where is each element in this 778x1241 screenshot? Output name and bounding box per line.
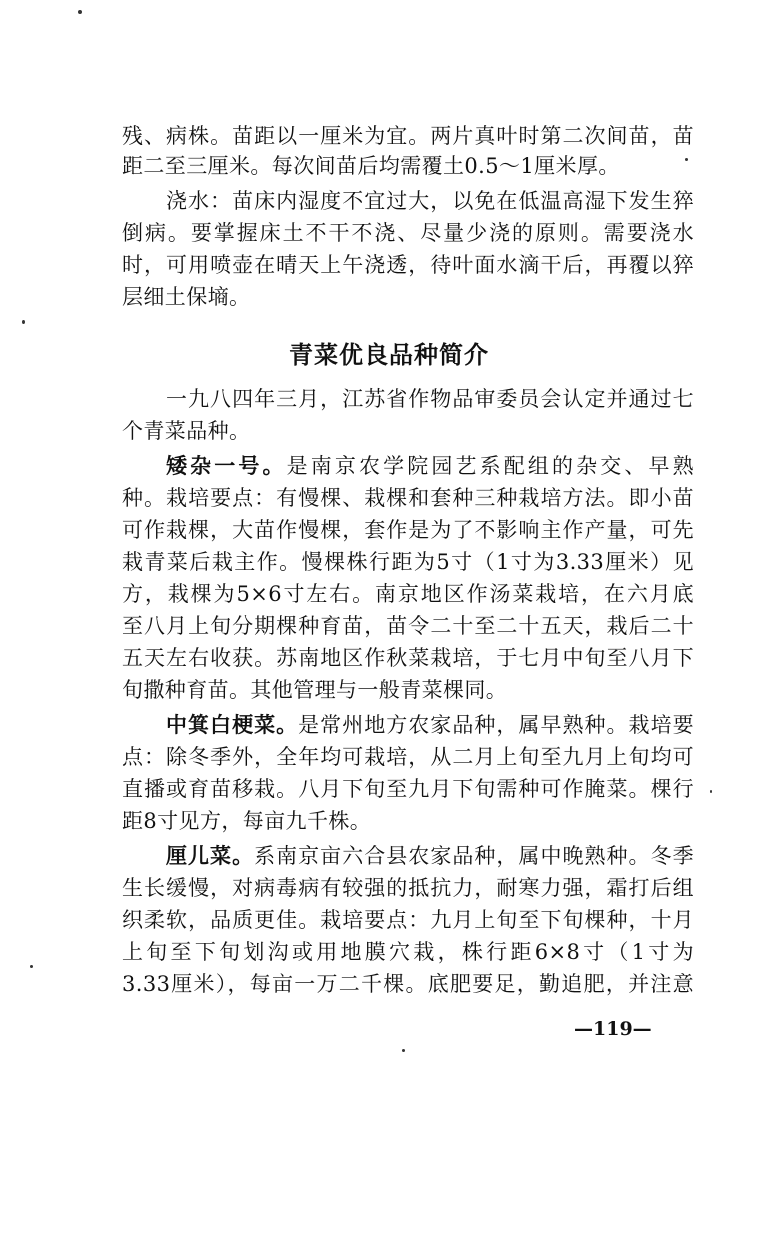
- paragraph-text: 是常州地方农家品种，属早熟种。栽培要: [298, 713, 694, 737]
- text-line: 栽青菜后栽主作。慢棵株行距为5寸（1寸为3.33厘米）见: [122, 550, 694, 574]
- paragraph-text: 是南京农学院园艺系配组的杂交、早熟: [286, 454, 694, 478]
- page-number: —119—: [574, 1018, 652, 1040]
- text-line: 倒病。要掌握床土不干不浇、尽量少浇的原则。需要浇水: [122, 221, 694, 245]
- text-line: 生长缓慢，对病毒病有较强的抵抗力，耐寒力强，霜打后组: [122, 876, 694, 900]
- text-line: 个青菜品种。: [122, 419, 251, 443]
- text-line: 旬撒种育苗。其他管理与一般青菜棵同。: [122, 678, 508, 702]
- paragraph-text: 苗床内湿度不宜过大，以免在低温高湿下发生猝: [232, 189, 694, 213]
- variety-name: 矮杂一号。: [166, 453, 287, 478]
- section-heading: 青菜优良品种简介: [289, 340, 489, 369]
- text-line: 可作栽棵，大苗作慢棵，套作是为了不影响主作产量，可先: [122, 518, 694, 542]
- text-line: 残、病株。苗距以一厘米为宜。两片真叶时第二次间苗，苗: [122, 124, 694, 148]
- text-line: [166, 451, 694, 481]
- paragraph-text: 系南京亩六合县农家品种，属中晚熟种。冬季: [254, 844, 694, 868]
- text-line: 方，栽棵为5×6寸左右。南京地区作汤菜栽培，在六月底: [122, 582, 694, 606]
- text-line: 3.33厘米），每亩一万二千棵。底肥要足，勤追肥，并注意: [122, 972, 694, 996]
- variety-name: 中箕白梗菜。: [166, 712, 299, 737]
- scan-speck: [30, 965, 33, 968]
- text-line: [166, 841, 694, 871]
- text-line: [166, 186, 694, 216]
- paragraph-term: 浇水：: [166, 189, 233, 213]
- text-line: [166, 710, 694, 740]
- text-line: 上旬至下旬划沟或用地膜穴栽，株行距6×8寸（1寸为: [122, 940, 694, 964]
- scan-speck: [685, 158, 688, 161]
- text-line: 直播或育苗移栽。八月下旬至九月下旬需种可作腌菜。棵行: [122, 777, 694, 801]
- scan-speck: [78, 10, 82, 14]
- text-line: 至八月上旬分期棵种育苗，苗令二十至二十五天，栽后二十: [122, 614, 694, 638]
- variety-name: 厘儿菜。: [166, 843, 255, 868]
- text-line: 种。栽培要点：有慢棵、栽棵和套种三种栽培方法。即小苗: [122, 486, 694, 510]
- text-line: 层细土保墒。: [122, 285, 251, 309]
- text-line: 一九八四年三月，江苏省作物品审委员会认定并通过七: [166, 387, 694, 411]
- scan-speck: [22, 320, 25, 324]
- text-line: 距8寸见方，每亩九千株。: [122, 809, 372, 833]
- scan-speck: [402, 1049, 405, 1052]
- text-line: 距二至三厘米。每次间苗后均需覆土0.5～1厘米厚。: [122, 154, 620, 178]
- text-line: 织柔软，品质更佳。栽培要点：九月上旬至下旬棵种，十月: [122, 908, 694, 932]
- text-line: 五天左右收获。苏南地区作秋菜栽培，于七月中旬至八月下: [122, 646, 694, 670]
- scan-speck: [710, 790, 712, 793]
- text-line: 点：除冬季外，全年均可栽培，从二月上旬至九月上旬均可: [122, 745, 694, 769]
- text-line: 时，可用喷壶在晴天上午浇透，待叶面水滴干后，再覆以猝: [122, 253, 694, 277]
